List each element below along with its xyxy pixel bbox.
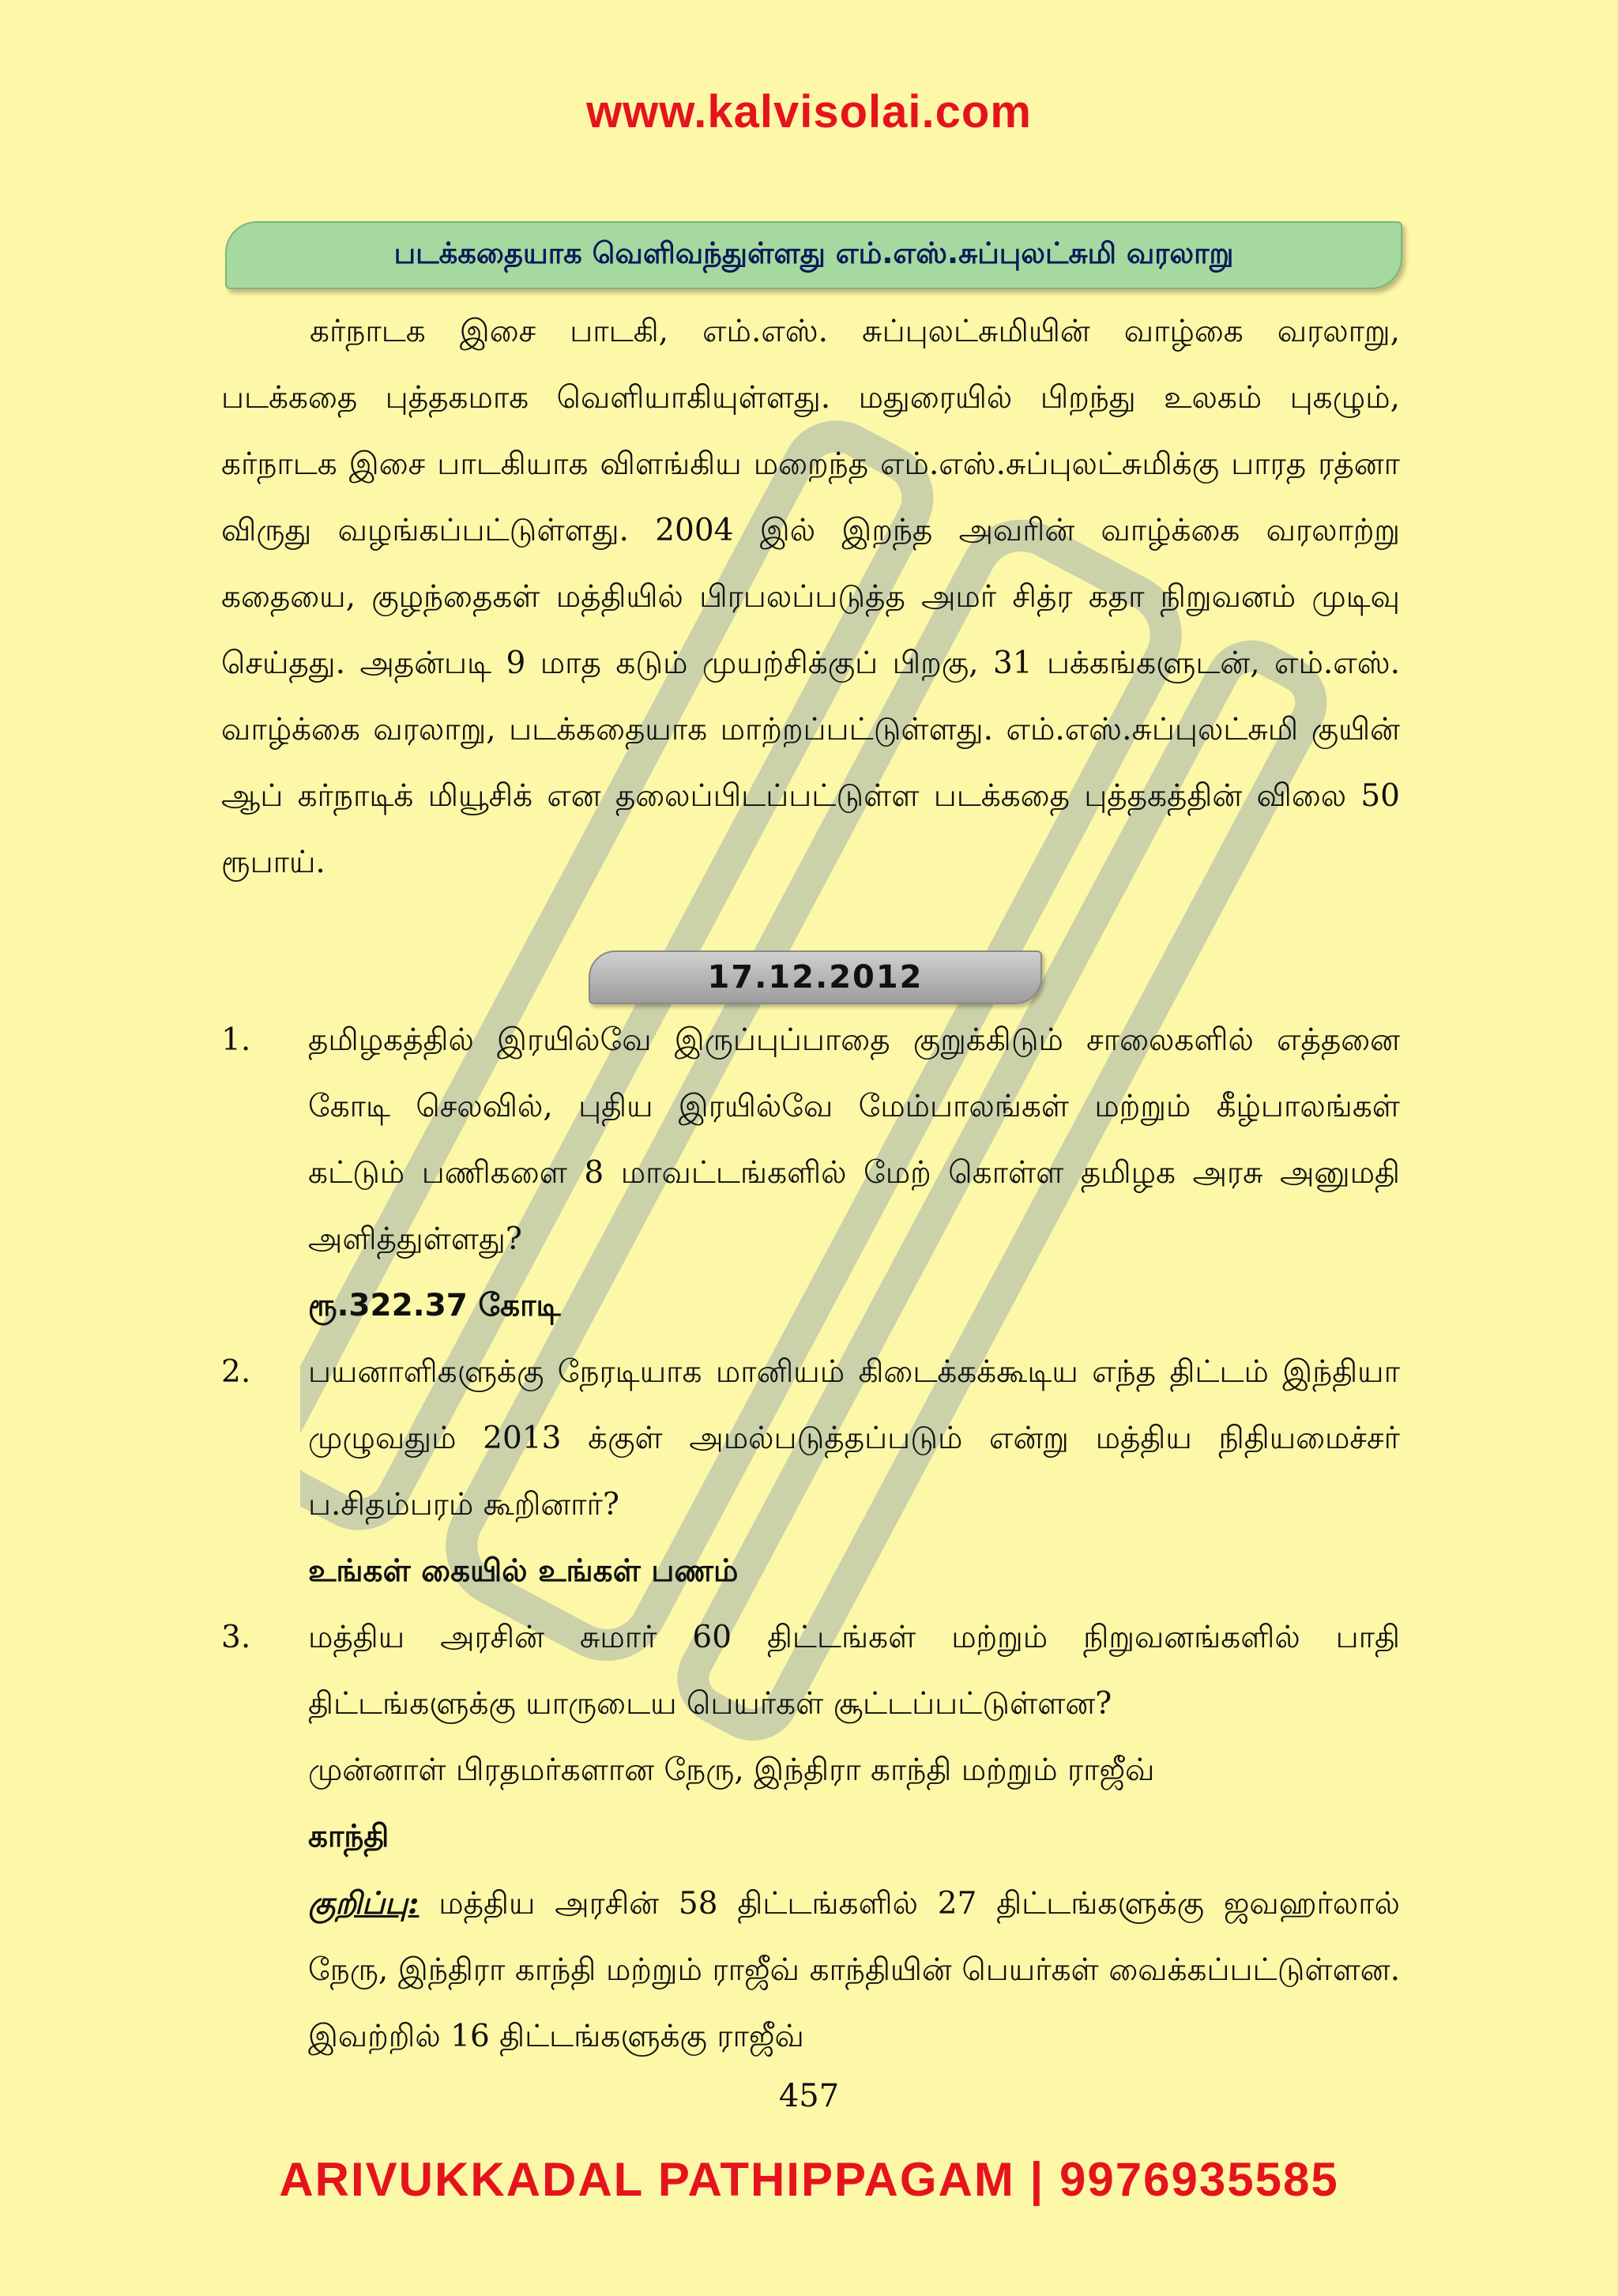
question-number: 1.	[221, 1022, 251, 1058]
question-number: 2.	[221, 1354, 251, 1390]
question-answer-plain: முன்னாள் பிரதமர்களான நேரு, இந்திரா காந்தி மற்றும் ராஜீவ்	[308, 1752, 1155, 1788]
note-label: குறிப்பு:	[308, 1885, 420, 1921]
site-url-header: www.kalvisolai.com	[586, 86, 1032, 137]
question-item-3	[221, 1605, 1400, 2070]
question-note	[308, 1870, 1400, 2070]
page-number: 457	[778, 2078, 840, 2114]
question-answer: ரூ.322.37 கோடி	[308, 1288, 561, 1323]
question-text: மத்திய அரசின் சுமார் 60 திட்டங்கள் மற்றும் நிறுவனங்களில் பாதி திட்டங்களுக்கு யாருடைய பெயர்கள் சூட்டப்பட்டுள்ளன?	[308, 1620, 1400, 1722]
question-answer: உங்கள் கையில் உங்கள் பணம்	[308, 1553, 739, 1589]
date-badge: 17.12.2012	[589, 950, 1042, 1004]
article-body: கர்நாடக இசை பாடகி, எம்.எஸ். சுப்புலட்சுமியின் வாழ்கை வரலாறு, படக்கதை புத்தகமாக வெளியாகியுள்ளது. மதுரையில் பிறந்து உலகம் புகழும், கர்நாடக இசை பாடகியாக விளங்கிய மறைந்த எம்.எஸ்.சுப்புலட்சுமிக்கு பாரத ரத்னா விருது வழங்கப்பட்டுள்ளது. 2004 இல் இறந்த அவரின் வாழ்க்கை வரலாற்று கதையை, குழந்தைகள் மத்தியில் பிரபலப்படுத்த அமர் சித்ர கதா நிறுவனம் முடிவு செய்தது. அதன்படி 9 மாத கடும் முயற்சிக்குப் பிறகு, 31 பக்கங்களுடன், எம்.எஸ். வாழ்க்கை வரலாறு, படக்கதையாக மாற்றப்பட்டுள்ளது. எம்.எஸ்.சுப்புலட்சுமி குயின் ஆப் கர்நாடிக் மியூசிக் என தலைப்பிடப்பட்டுள்ள படக்கதை புத்தகத்தின் விலை 50 ரூபாய்.	[221, 314, 1400, 880]
question-answer: காந்தி	[308, 1819, 389, 1854]
question-text: பயனாளிகளுக்கு நேரடியாக மானியம் கிடைக்கக்கூடிய எந்த திட்டம் இந்தியா முழுவதும் 2013 க்குள் அமல்படுத்தப்படும் என்று மத்திய நிதியமைச்சர் ப.சிதம்பரம் கூறினார்?	[308, 1354, 1400, 1523]
publisher-footer: ARIVUKKADAL PATHIPPAGAM | 9976935585	[279, 2153, 1339, 2206]
note-text: மத்திய அரசின் 58 திட்டங்களில் 27 திட்டங்களுக்கு ஜவஹர்லால் நேரு, இந்திரா காந்தி மற்றும் ராஜீவ் காந்தியின் பெயர்கள் வைக்கப்பட்டுள்ளன. இவற்றில் 16 திட்டங்களுக்கு ராஜீவ்	[308, 1886, 1400, 2054]
question-list	[221, 1007, 1400, 2070]
question-number: 3.	[221, 1620, 251, 1655]
question-item-2	[221, 1339, 1400, 1605]
question-text: தமிழகத்தில் இரயில்வே இருப்புப்பாதை குறுக்கிடும் சாலைகளில் எத்தனை கோடி செலவில், புதிய இரயில்வே மேம்பாலங்கள் மற்றும் கீழ்பாலங்கள் கட்டும் பணிகளை 8 மாவட்டங்களில் மேற் கொள்ள தமிழக அரசு அனுமதி அளித்துள்ளது?	[308, 1022, 1400, 1257]
article-title: படக்கதையாக வெளிவந்துள்ளது எம்.எஸ்.சுப்புலட்சுமி வரலாறு	[225, 221, 1402, 289]
question-item-1	[221, 1007, 1400, 1339]
